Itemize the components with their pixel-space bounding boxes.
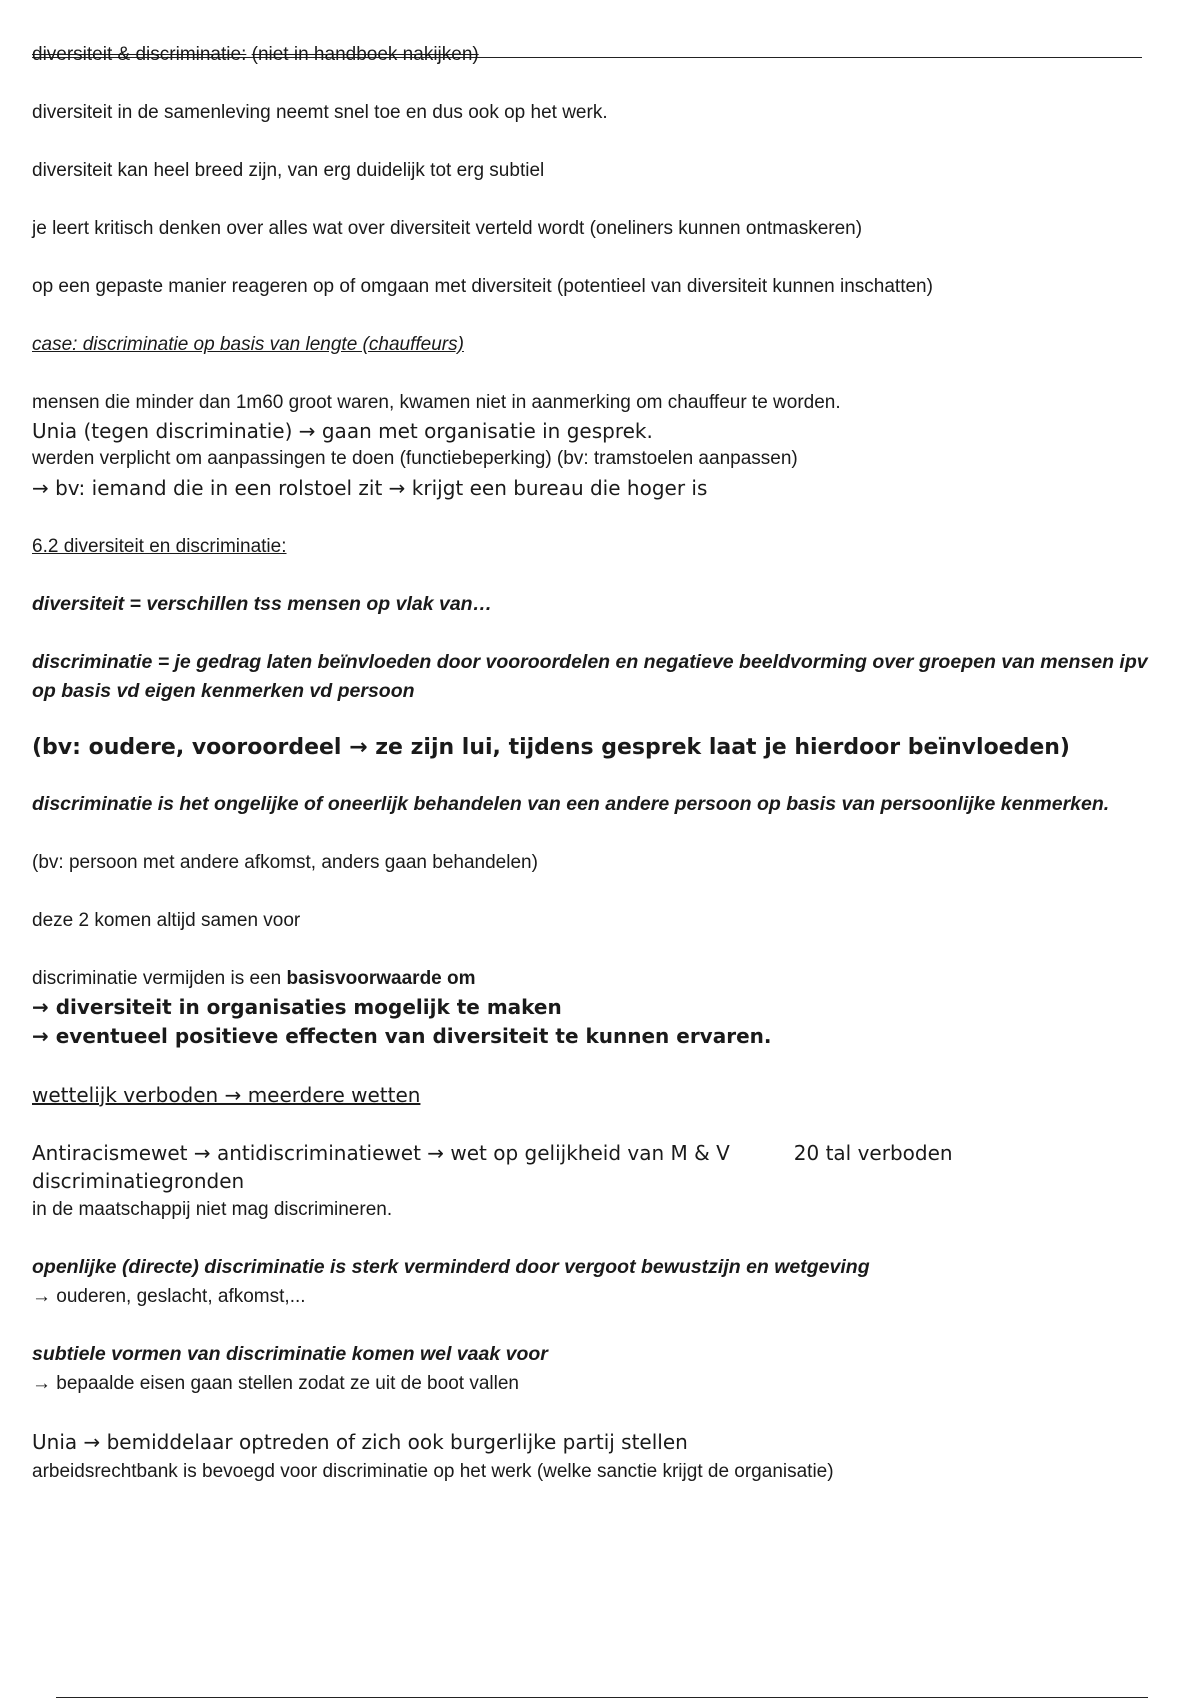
definition-discriminatie-2: discriminatie is het ongelijke of oneerlijk behandelen van een andere persoon op basis van persoonlijke kenmerken. [32, 793, 1110, 815]
section-62-title: 6.2 diversiteit en discriminatie: [32, 536, 287, 557]
heading-title: diversiteit & discriminatie: [32, 44, 247, 65]
subtle-discrimination-title: subtiele vormen van discriminatie komen wel vaak voor [32, 1343, 548, 1365]
case-line-4: → bv: iemand die in een rolstoel zit → krijgt een bureau die hoger is [32, 476, 708, 500]
intro-line-2: diversiteit kan heel breed zijn, van erg duidelijk tot erg subtiel [32, 160, 545, 181]
heading-note: (niet in handboek nakijken) [251, 44, 479, 65]
intro-line-3: je leert kritisch denken over alles wat over diversiteit verteld wordt (oneliners kunnen ontmaskeren) [32, 218, 863, 239]
open-discrimination-title: openlijke (directe) discriminatie is sterk verminderd door vergoot bewustzijn en wetgeving [32, 1256, 870, 1278]
avoid-point-2: → eventueel positieve effecten van diversiteit te kunnen ervaren. [32, 1024, 772, 1048]
case-line-3: werden verplicht om aanpassingen te doen (functiebeperking) (bv: tramstoelen aanpassen) [32, 448, 798, 469]
case-title: case: discriminatie op basis van lengte (chauffeurs) [32, 334, 464, 355]
document-page [32, 40, 1152, 1486]
example-oudere: (bv: oudere, vooroordeel → ze zijn lui, tijdens gesprek laat je hierdoor beïnvloeden) [32, 735, 1070, 760]
case-line-1: mensen die minder dan 1m60 groot waren, kwamen niet in aanmerking om chauffeur te worden. [32, 392, 841, 413]
definition-diversiteit: diversiteit = verschillen tss mensen op vlak van… [32, 593, 493, 615]
definition-discriminatie: discriminatie = je gedrag laten beïnvloeden door vooroordelen en negatieve beeldvorming over groepen van mensen ipv op basis vd eigen kenmerken vd persoon [32, 651, 1148, 702]
grounds-continued: discriminatiegronden [32, 1169, 245, 1193]
intro-line-4: op een gepaste manier reageren op of omgaan met diversiteit (potentieel van diversiteit kunnen inschatten) [32, 276, 933, 297]
avoid-line [32, 964, 1152, 993]
case-line-2: Unia (tegen discriminatie) → gaan met organisatie in gesprek. [32, 419, 653, 443]
section-heading [32, 40, 1152, 69]
together-note: deze 2 komen altijd samen voor [32, 910, 301, 931]
court-line: arbeidsrechtbank is bevoegd voor discriminatie op het werk (welke sanctie krijgt de organisatie) [32, 1461, 834, 1482]
subtle-discrimination-example: → bepaalde eisen gaan stellen zodat ze uit de boot vallen [32, 1373, 519, 1394]
avoid-start: discriminatie vermijden is een [32, 968, 287, 989]
law-title: wettelijk verboden → meerdere wetten [32, 1083, 421, 1107]
society-line: in de maatschappij niet mag discrimineren. [32, 1199, 393, 1220]
grounds-count: 20 tal verboden [793, 1141, 953, 1165]
laws-line [32, 1139, 1152, 1167]
laws-list: Antiracismewet → antidiscriminatiewet → wet op gelijkheid van M & V [32, 1141, 730, 1165]
intro-line-1: diversiteit in de samenleving neemt snel toe en dus ook op het werk. [32, 102, 608, 123]
example-afkomst: (bv: persoon met andere afkomst, anders gaan behandelen) [32, 852, 538, 873]
bottom-rule [56, 1697, 1148, 1698]
avoid-bold: basisvoorwaarde om [286, 968, 476, 989]
unia-line: Unia → bemiddelaar optreden of zich ook burgerlijke partij stellen [32, 1430, 688, 1454]
avoid-point-1: → diversiteit in organisaties mogelijk te maken [32, 995, 562, 1019]
open-discrimination-examples: → ouderen, geslacht, afkomst,... [32, 1286, 306, 1307]
